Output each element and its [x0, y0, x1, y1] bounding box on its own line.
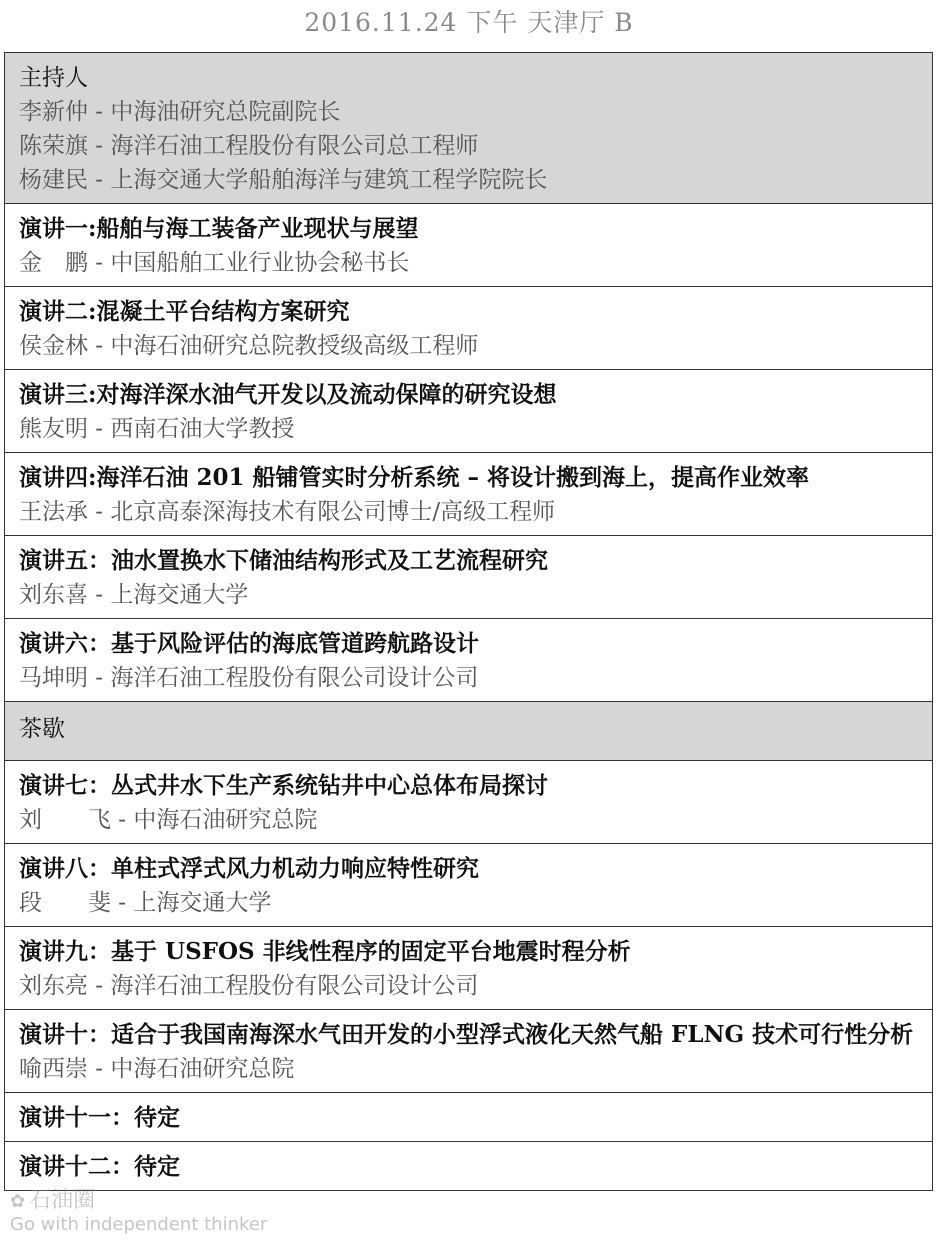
talk-speaker: 刘东喜 - 上海交通大学	[19, 582, 249, 608]
talk-row	[5, 761, 932, 844]
talk-speaker: 段 斐 - 上海交通大学	[19, 890, 272, 916]
talk-title: 演讲三:对海洋深水油气开发以及流动保障的研究设想	[19, 381, 557, 408]
talk-title: 演讲五：油水置换水下储油结构形式及工艺流程研究	[19, 547, 548, 574]
talk-title: 演讲四:海洋石油 201 船铺管实时分析系统 – 将设计搬到海上，提高作业效率	[19, 464, 810, 491]
talk-speaker: 喻西崇 - 中海石油研究总院	[19, 1056, 295, 1082]
talk-row	[5, 453, 932, 536]
talk-title: 演讲二:混凝土平台结构方案研究	[19, 298, 350, 325]
watermark-logo-text: 石油圈	[29, 1188, 96, 1213]
talk-title: 演讲一:船舶与海工装备产业现状与展望	[19, 215, 419, 242]
talk-row	[5, 536, 932, 619]
agenda-table	[4, 52, 933, 1191]
talk-row	[5, 1142, 932, 1191]
talk-speaker: 侯金林 - 中海石油研究总院教授级高级工程师	[19, 333, 479, 359]
talk-title: 演讲七：丛式井水下生产系统钻井中心总体布局探讨	[19, 772, 548, 799]
break-row	[5, 702, 932, 761]
chat-bubble-icon: ✿	[10, 1191, 26, 1212]
talk-row	[5, 1093, 932, 1142]
talk-title: 演讲八：单柱式浮式风力机动力响应特性研究	[19, 855, 479, 882]
chair-line: 杨建民 - 上海交通大学船舶海洋与建筑工程学院院长	[19, 167, 548, 193]
watermark	[10, 1188, 267, 1235]
talk-row	[5, 1010, 932, 1093]
watermark-logo	[10, 1188, 267, 1215]
watermark-tagline: Go with independent thinker	[10, 1214, 268, 1235]
talk-row	[5, 204, 932, 287]
talk-speaker: 刘东亮 - 海洋石油工程股份有限公司设计公司	[19, 973, 479, 999]
talk-row	[5, 287, 932, 370]
chair-section	[5, 53, 932, 204]
talk-row	[5, 370, 932, 453]
talk-speaker: 熊友明 - 西南石油大学教授	[19, 416, 295, 442]
talk-title: 演讲十二：待定	[19, 1153, 180, 1180]
talk-title: 演讲六：基于风险评估的海底管道跨航路设计	[19, 630, 479, 657]
page-header: 2016.11.24 下午 天津厅 B	[304, 8, 634, 37]
break-label: 茶歇	[19, 716, 65, 742]
talk-title: 演讲九：基于 USFOS 非线性程序的固定平台地震时程分析	[19, 938, 631, 965]
talk-row	[5, 927, 932, 1010]
talk-title: 演讲十一：待定	[19, 1104, 180, 1131]
talk-speaker: 刘 飞 - 中海石油研究总院	[19, 807, 318, 833]
chair-line: 李新仲 - 中海油研究总院副院长	[19, 99, 341, 125]
talk-title: 演讲十：适合于我国南海深水气田开发的小型浮式液化天然气船 FLNG 技术可行性分析	[19, 1021, 914, 1048]
talk-row	[5, 844, 932, 927]
chair-heading: 主持人	[19, 65, 88, 91]
talk-speaker: 马坤明 - 海洋石油工程股份有限公司设计公司	[19, 665, 479, 691]
talk-row	[5, 619, 932, 702]
chair-line: 陈荣旗 - 海洋石油工程股份有限公司总工程师	[19, 133, 479, 159]
talk-speaker: 王法承 - 北京高泰深海技术有限公司博士/高级工程师	[19, 499, 556, 525]
talk-speaker: 金 鹏 - 中国船舶工业行业协会秘书长	[19, 250, 410, 276]
